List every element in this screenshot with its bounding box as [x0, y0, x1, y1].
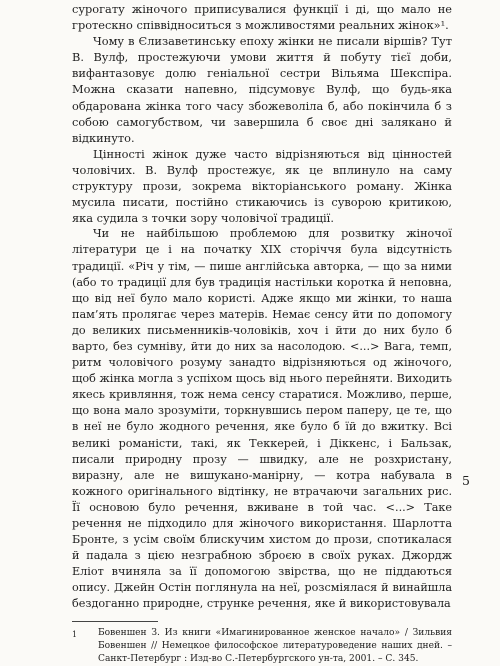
book-page	[0, 1, 500, 664]
paragraph-1: сурогату жіночого приписувалися функції і ді, що мало не гротескно співвідноситься з можливостями реальних жінок»¹.	[72, 2, 452, 33]
footnote-number: 1	[72, 629, 78, 639]
paragraph-2: Чому в Єлизаветинську епоху жінки не писали віршів? Тут В. Вулф, простежуючи умови життя й побуту тієї доби, вифантазовує долю геніальної сестри Вільяма Шекспіра. Можна сказати напевно, підсумовує Вулф, що будь-яка обдарована жінка того часу збожеволіла б, або покінчила б з собою самогубством, чи завершила б своє дні залякано й відкинуто.	[72, 34, 452, 145]
page-number: 5	[462, 473, 470, 488]
footnote-separator	[72, 621, 158, 622]
footnote	[72, 627, 452, 666]
footnote-text: Бовеншен З. Из книги «Имагинированное женское начало» / Зильвия Бовеншен // Немецкое философское литературоведение наших дней. – Санкт-Петербург : Изд-во С.-Петербургского ун-та, 2001. – С. 345.	[98, 627, 452, 664]
body-text	[72, 1, 452, 613]
paragraph-3: Цінності жінок дуже часто відрізняються від цінностей чоловічих. В. Вулф простежує, як це вплинуло на саму структуру прози, зокрема вікторіанського роману. Жінка мусила писати, постійно стикаючись із суворою критикою, яка судила з точки зору чоловічої традиції.	[72, 146, 452, 226]
paragraph-4: Чи не найбільшою проблемою для розвитку жіночої літератури це і на початку XIX сторіччя була відсутність традиції. «Річ у тім, — пише англійська авторка, — що за ними (або то традиції для був традиція настільки коротка й неповна, що від неї було мало користі. Адже якщо ми жінки, то наша пам’ять пролягає через матерів. Немає сенсу йти по допомогу до великих письменників-чоловіків, хоч і йти до них було б варто, без сумніву, йти до них за насолодою. <...> Вага, темп, ритм чоловічого розуму занадто відрізняються од жіночого, щоб жінка могла з успіхом щось від нього перейняти. Виходить якесь кривляння, тож нема сенсу старатися. Можливо, перше, що вона мало зрозуміти, торкнувшись пером паперу, це те, що в неї не було жодного речення, яке було б їй до вжитку. Всі великі романісти, такі, як Теккерей, і Діккенс, і Бальзак, писали природну прозу — швидку, але не розхристану, виразну, але не вишукано-манірну, — котра набувала в кожного оригінального відтінку, не втрачаючи загальних рис. Її основою було речення, вживане в той час. <...> Таке речення не підходило для жіночого використання. Шарлотта Бронте, з усім своїм блискучим хистом до прози, спотикалася й падала з цією незграбною зброєю в своїх руках. Джордж Еліот вчиняла за її допомогою звірства, що не піддаються опису. Джейн Остін поглянула на неї, розсміялася й винайшла бездоганно природне, струнке речення, яке й використовувала	[72, 227, 452, 611]
